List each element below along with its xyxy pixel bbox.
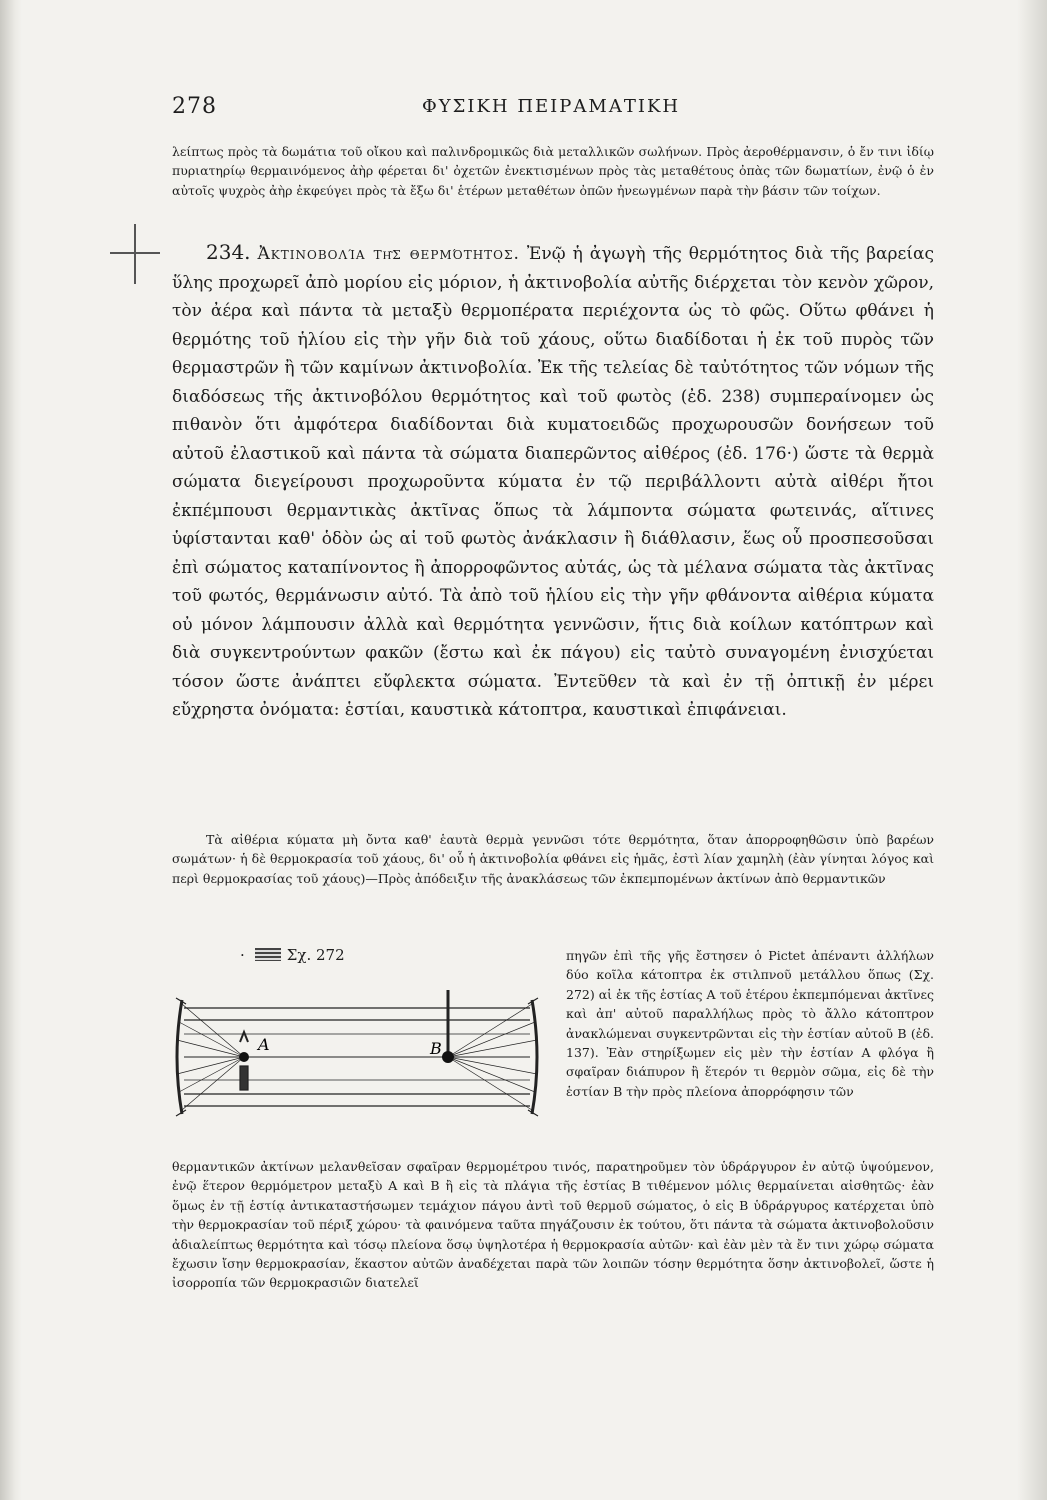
- bottom-paragraph: [172, 1157, 934, 1293]
- wrapped-paragraph: [566, 946, 934, 1101]
- figure-caption-text: Σχ. 272: [286, 946, 345, 964]
- figure-label-a: A: [258, 1035, 270, 1054]
- section-number: 234.: [206, 240, 251, 264]
- page-edge-shadow: [1017, 0, 1047, 1500]
- intro-paragraph: [172, 142, 934, 200]
- note-text: Τὰ αἰθέρια κύματα μὴ ὄντα καθ' ἑαυτὰ θερμὰ γεννῶσι τότε θερμότητα, ὅταν ἀπορροφηθῶσιν ὑπὸ βαρέων σωμάτων· ἡ δὲ θερμοκρασία τοῦ χάους, δι' οὗ ἡ ἀκτινοβολία φθάνει εἰς ἡμᾶς, ἐστὶ λίαν χαμηλὴ (ἐὰν γίνηται λόγος καὶ περὶ θερμοκρασίας τοῦ χάους)—Πρὸς ἀπόδειξιν τῆς ἀνακλάσεως τῶν ἐκπεμπομένων ἀκτίνων ἀπὸ θερμαντικῶν: [172, 832, 934, 886]
- intro-text: λείπτως πρὸς τὰ δωμάτια τοῦ οἴκου καὶ παλινδρομικῶς διὰ μεταλλικῶν σωλήνων. Πρὸς ἀεροθέρμανσιν, ὁ ἔν τινι ἰδίῳ πυριατηρίῳ θερμαινόμενος ἀὴρ φέρεται δι' ὀχετῶν ἐνεκτισμένων πρὸς τὰς μεταθέτους ὀπὰς τῶν δωματίων, ἐνῷ ὁ ἐν αὐτοῖς ψυχρὸς ἀὴρ ἐκφεύγει πρὸς τὰ ἔξω δι' ἑτέρων μεταθέτων ὀπῶν ἠνεωγμένων παρὰ τὴν βάσιν τῶν τοίχων.: [172, 144, 934, 198]
- page-number: 278: [172, 94, 217, 119]
- wrapped-text: πηγῶν ἐπὶ τῆς γῆς ἔστησεν ὁ Pictet ἀπέναντι ἀλλήλων δύο κοῖλα κάτοπτρα ἐκ στιλπνοῦ μετάλλου ὅπως (Σχ. 272) αἱ ἐκ τῆς ἑστίας Α τοῦ ἑτέρου ἐκπεμπόμεναι ἀκτῖνες καὶ ἀπ' αὐτοῦ παραλλήλως πρὸς τὸ ἄλλο κάτοπτρον ἀνακλώμεναι συγκεντρῶνται εἰς τὴν ἑστίαν αὐτοῦ Β (ἐδ. 137). Ἐὰν στηρίξωμεν εἰς μὲν τὴν ἑστίαν Α φλόγα ἢ σφαῖραν διάπυρον ἢ ἕτερόν τι θερμὸν σῶμα, εἰς δὲ τὴν ἑστίαν Β τὴν πρὸς πλείονα ἀπορρόφησιν τῶν: [566, 948, 934, 1099]
- section-text: Ἐνῷ ἡ ἀγωγὴ τῆς θερμότητος διὰ τῆς βαρείας ὕλης προχωρεῖ ἀπὸ μορίου εἰς μόριον, ἡ ἀκτινοβολία αὐτῆς διέρχεται τὸν κενὸν χῶρον, τὸν ἀέρα καὶ πάντα τὰ μεταξὺ θερμοπέρατα περιέχοντα ὡς τὸ φῶς. Οὕτω φθάνει ἡ θερμότης τοῦ ἡλίου εἰς τὴν γῆν διὰ τοῦ χάους, οὕτω διαδίδοται ἡ ἐκ τοῦ πυρὸς τῶν θερμαστρῶν ἢ τῶν καμίνων ἀκτινοβολία. Ἐκ τῆς τελείας δὲ ταὐτότητος τῶν νόμων τῆς διαδόσεως τῆς ἀκτινοβόλου θερμότητος καὶ τοῦ φωτὸς (ἐδ. 238) συμπεραίνομεν ὡς πιθανὸν ὅτι ἀμφότερα διαδίδονται διὰ κυματοειδῶς προχωρουσῶν δονήσεων τοῦ αὐτοῦ ἐλαστικοῦ καὶ πάντα τὰ σώματα διαπερῶντος αἰθέρος (ἐδ. 176·) ὥστε τὰ θερμὰ σώματα διεγείρουσι προχωροῦντα κύματα ἐν τῷ περιβάλλοντι αὐτὰ αἰθέρι ἤτοι ἐκπέμπουσι θερμαντικὰς ἀκτῖνας ὅπως τὰ λάμποντα σώματα φωτεινάς, αἵτινες ὑφίστανται καθ' ὁδὸν ὡς αἱ τοῦ φωτὸς ἀνάκλασιν ἢ διάθλασιν, ἕως οὗ προσπεσοῦσαι ἐπὶ σώματος καταπίνοντος ἢ ἀπορροφῶντος αὐτάς, ὡς τὰ μέλανα σώματα τὰς ἀκτῖνας τοῦ φωτός, θερμάνωσιν αὐτό. Τὰ ἀπὸ τοῦ ἡλίου εἰς τὴν γῆν φθάνοντα αἰθέρια κύματα οὐ μόνον λάμπουσιν ἀλλὰ καὶ θερμότητα γεννῶσιν, ἥτις διὰ κοίλων κατόπτρων καὶ διὰ συγκεντρούντων φακῶν (ἔστω καὶ ἐκ πάγου) εἰς ταὐτὸ συναγομένη ἐνισχύεται τόσον ὥστε ἀνάπτει εὔφλεκτα σώματα. Ἐντεῦθεν τὰ καὶ ἐν τῇ ὀπτικῇ ἐν μέρει εὔχρηστα ὀνόματα: ἑστίαι, καυστικὰ κάτοπτρα, καυστικαὶ ἐπιφάνειαι.: [172, 244, 935, 720]
- figure-272-concave-mirrors: [164, 982, 554, 1132]
- margin-cross-mark: [106, 224, 166, 284]
- figure-label-b: B: [430, 1039, 442, 1058]
- page-gutter-shadow: [0, 0, 22, 1500]
- caption-mark-icon: [255, 948, 281, 961]
- bottom-text: θερμαντικῶν ἀκτίνων μελανθεῖσαν σφαῖραν θερμομέτρου τινός, παρατηροῦμεν τὸν ὑδράργυρον ἐν αὐτῷ ὑψούμενον, ἐνῷ ἕτερον θερμόμετρον μεταξὺ Α καὶ Β ἢ εἰς τὰ πλάγια τῆς ἑστίας Β τιθέμενον μόλις θερμαίνεται αἰσθητῶς· ἐὰν ὅμως ἐν τῇ ἑστίᾳ ἀντικαταστήσωμεν τεμάχιον πάγου ἀντὶ τοῦ θερμοῦ σώματος, ὁ εἰς Β ὑδράργυρος κατέρχεται ὑπὸ τὴν θερμοκρασίαν τοῦ πέριξ χώρου· τὰ φαινόμενα ταῦτα πηγάζουσιν ἐκ τούτου, ὅτι πάντα τὰ σώματα ἀκτινοβολοῦσιν ἀδιαλείπτως θερμότητα καὶ τόσῳ πλείονα ὅσῳ ὑψηλοτέρα ἡ θερμοκρασία αὐτῶν· καὶ ἐὰν μὲν τὰ ἔν τινι χώρῳ σώματα ἔχωσιν ἴσην θερμοκρασίαν, ἕκαστον αὐτῶν ἀναδέχεται παρὰ τῶν λοιπῶν τόσην θερμότητα ὅσην ἀκτινοβολεῖ, ὥστε ἡ ἰσορροπία τῶν θερμοκρασιῶν διατελεῖ: [172, 1159, 934, 1291]
- page-header: [172, 94, 932, 124]
- section-title: Ἀκτινοβολία τῆς θερμότητος.: [257, 244, 520, 264]
- note-paragraph: [172, 830, 934, 888]
- section-paragraph: [172, 238, 934, 725]
- caption-dot: ·: [240, 946, 245, 964]
- running-title: ΦΥΣΙΚΗ ΠΕΙΡΑΜΑΤΙΚΗ: [422, 96, 681, 117]
- figure-caption: [240, 946, 345, 964]
- section-234: [172, 238, 934, 725]
